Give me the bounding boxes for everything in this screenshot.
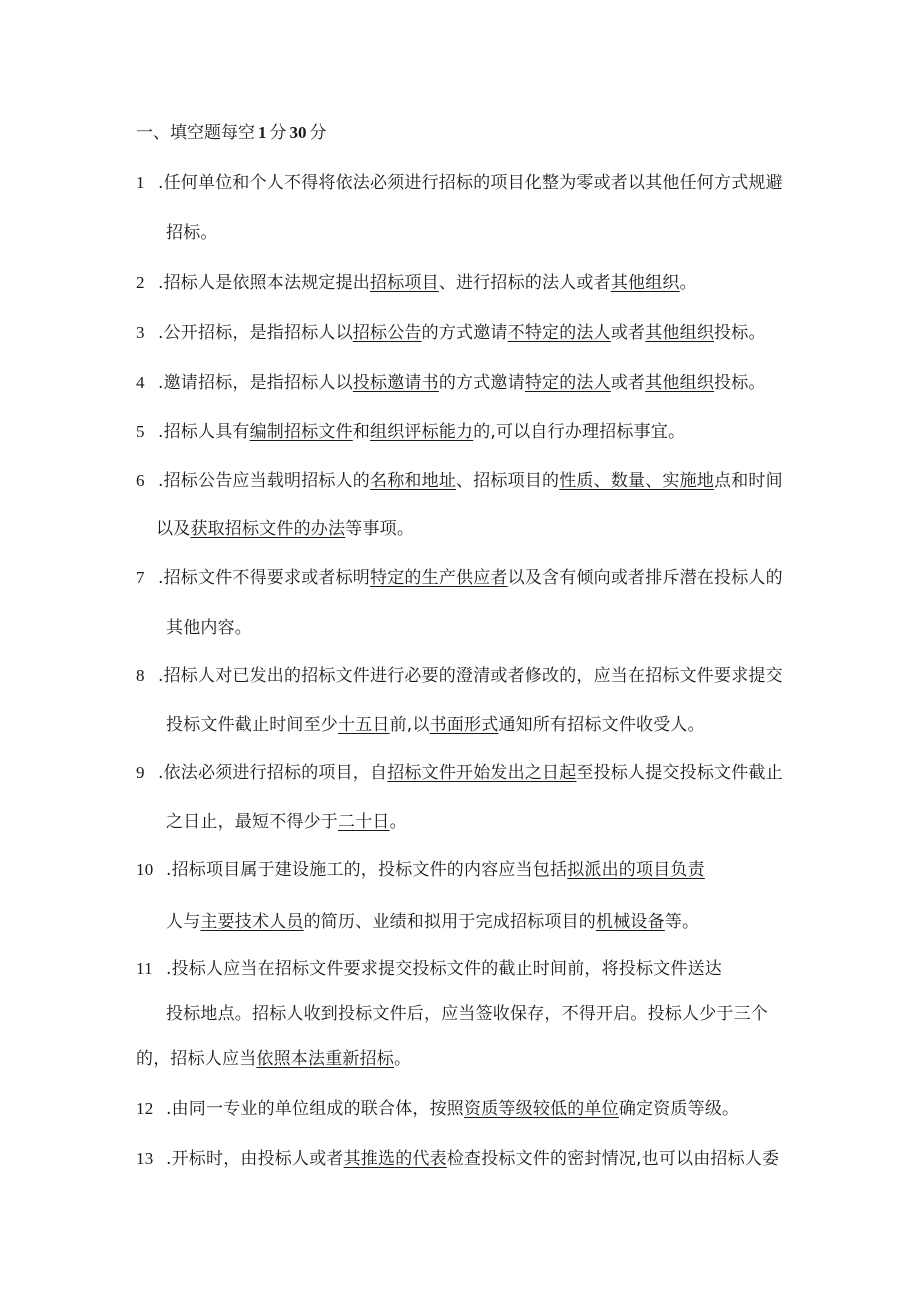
question-text: 或者 xyxy=(610,373,646,393)
question-text: 检查投标文件的密封情况,也可以由招标人委 xyxy=(446,1149,780,1169)
answer-blank: 名称和地址 xyxy=(370,471,457,491)
question-text: .投标人应当在招标文件要求提交投标文件的截止时间前，将投标文件送达 xyxy=(166,959,723,979)
question-continuation-line xyxy=(166,714,705,736)
answer-blank: 招标公告 xyxy=(352,323,422,343)
question-continuation-line xyxy=(156,518,414,540)
question-line xyxy=(136,958,722,980)
question-text: 的方式邀请 xyxy=(438,373,525,393)
question-text: .邀请招标，是指招标人以 xyxy=(158,373,353,393)
question-number: 13 xyxy=(136,1149,154,1168)
question-text: 。 xyxy=(389,812,407,832)
question-continuation-line xyxy=(166,911,699,933)
question-text: 。 xyxy=(679,273,697,293)
question-line xyxy=(136,172,783,194)
question-number: 8 xyxy=(136,666,145,685)
question-text: 以及 xyxy=(156,519,191,539)
heading-suffix: 分 xyxy=(309,123,327,143)
question-continuation-line xyxy=(166,811,407,833)
answer-blank: 拟派出的项目负责 xyxy=(567,860,705,880)
question-line xyxy=(136,1148,779,1170)
question-line xyxy=(136,372,766,394)
question-text: 前,以 xyxy=(389,715,430,735)
heading-total-points: 30 xyxy=(289,123,307,142)
answer-blank: 其他组织 xyxy=(645,373,715,393)
question-text: 、招标项目的 xyxy=(456,471,560,491)
answer-blank: 不特定的法人 xyxy=(507,323,611,343)
question-line xyxy=(136,421,685,443)
question-text: .招标公告应当载明招标人的 xyxy=(158,471,371,491)
answer-blank: 书面形式 xyxy=(429,715,499,735)
answer-blank: 编制招标文件 xyxy=(249,422,353,442)
heading-prefix: 一、填空题每空 xyxy=(136,123,255,143)
answer-blank: 主要技术人员 xyxy=(200,912,304,932)
question-line xyxy=(136,272,697,294)
answer-blank: 二十日 xyxy=(338,812,390,832)
question-text: 投标文件截止时间至少 xyxy=(166,715,338,735)
question-text: .招标文件不得要求或者标明 xyxy=(158,568,371,588)
question-text: 点和时间 xyxy=(714,471,783,491)
question-text: .开标时，由投标人或者 xyxy=(166,1149,344,1169)
question-text: .公开招标，是指招标人以 xyxy=(158,323,353,343)
question-text: 招标。 xyxy=(166,223,218,243)
question-text: 投标。 xyxy=(714,373,766,393)
heading-mid: 分 xyxy=(269,123,287,143)
question-text: 、进行招标的法人或者 xyxy=(438,273,611,293)
answer-blank: 性质、数量、实施地 xyxy=(559,471,715,491)
question-line xyxy=(136,567,783,589)
answer-blank: 十五日 xyxy=(338,715,390,735)
question-text: 其他内容。 xyxy=(166,618,252,638)
question-text: 之日止，最短不得少于 xyxy=(166,812,338,832)
answer-blank: 招标文件开始发出之日起 xyxy=(387,763,577,783)
question-text: 或者以其他任何方式规避 xyxy=(593,173,783,193)
question-number: 6 xyxy=(136,471,145,490)
question-number: 2 xyxy=(136,273,145,292)
question-text: 和 xyxy=(352,422,371,442)
question-text: 的,可以自行办理招标事宜。 xyxy=(473,422,686,442)
answer-blank: 获取招标文件的办法 xyxy=(190,519,346,539)
question-continuation-line xyxy=(166,222,218,244)
question-text: .任何单位和个人不得将依法必须进行招标的项目化整为 xyxy=(158,173,577,193)
question-line xyxy=(136,1098,739,1120)
question-text: 的，招标人应当 xyxy=(136,1049,257,1069)
section-heading xyxy=(136,122,327,144)
question-line xyxy=(136,322,766,344)
question-line xyxy=(136,859,705,881)
question-text: 的方式邀请 xyxy=(421,323,508,343)
question-text: 或者 xyxy=(610,323,646,343)
question-number: 12 xyxy=(136,1099,154,1118)
question-text: 的简历、业绩和拟用于完成招标项目的 xyxy=(303,912,597,932)
question-line xyxy=(136,762,783,784)
question-number: 9 xyxy=(136,763,145,782)
answer-blank: 资质等级较低的单位 xyxy=(464,1099,619,1119)
answer-blank: 依照本法重新招标 xyxy=(256,1049,395,1069)
question-text: 等。 xyxy=(664,912,700,932)
answer-blank: 特定的生产供应者 xyxy=(370,568,508,588)
question-text: .由同一专业的单位组成的联合体，按照 xyxy=(166,1099,465,1119)
question-text: 投标地点。招标人收到投标文件后，应当签收保存，不得开启。投标人少于三个 xyxy=(166,1004,768,1024)
question-number: 3 xyxy=(136,323,145,342)
question-text: 以及含有倾向或者排斥潜在投标人的 xyxy=(507,568,783,588)
question-number: 5 xyxy=(136,422,145,441)
answer-blank: 组织评标能力 xyxy=(370,422,474,442)
heading-points-per-blank: 1 xyxy=(258,123,267,142)
question-text: 。 xyxy=(394,1049,412,1069)
question-text: 投标。 xyxy=(714,323,766,343)
question-text: 人与 xyxy=(166,912,201,932)
question-text: 零 xyxy=(576,173,594,193)
question-text: .招标人对已发出的招标文件进行必要的澄清或者修改的，应当在招标文件要求提交 xyxy=(158,666,783,686)
question-continuation-line xyxy=(166,617,252,639)
answer-blank: 其他组织 xyxy=(610,273,680,293)
answer-blank: 招标项目 xyxy=(370,273,439,293)
answer-blank: 特定的法人 xyxy=(524,373,611,393)
question-text: 通知所有招标文件收受人。 xyxy=(498,715,705,735)
question-text: .招标人具有 xyxy=(158,422,250,442)
question-text: 至投标人提交投标文件截止 xyxy=(576,763,783,783)
question-text: .招标人是依照本法规定提出 xyxy=(158,273,371,293)
question-text: .依法必须进行招标的项目，自 xyxy=(158,763,388,783)
question-text: 确定资质等级。 xyxy=(618,1099,740,1119)
answer-blank: 机械设备 xyxy=(596,912,665,932)
question-text: 等事项。 xyxy=(345,519,415,539)
answer-blank: 其推选的代表 xyxy=(343,1149,447,1169)
question-continuation-line xyxy=(166,1003,768,1025)
question-number: 4 xyxy=(136,373,145,392)
question-number: 7 xyxy=(136,568,145,587)
question-number: 11 xyxy=(136,959,153,978)
question-text: .招标项目属于建设施工的，投标文件的内容应当包括 xyxy=(166,860,568,880)
question-number: 10 xyxy=(136,860,154,879)
question-number: 1 xyxy=(136,173,145,192)
question-line xyxy=(136,665,783,687)
question-continuation-line xyxy=(136,1048,411,1070)
question-line xyxy=(136,470,783,492)
answer-blank: 其他组织 xyxy=(645,323,715,343)
answer-blank: 投标邀请书 xyxy=(352,373,439,393)
